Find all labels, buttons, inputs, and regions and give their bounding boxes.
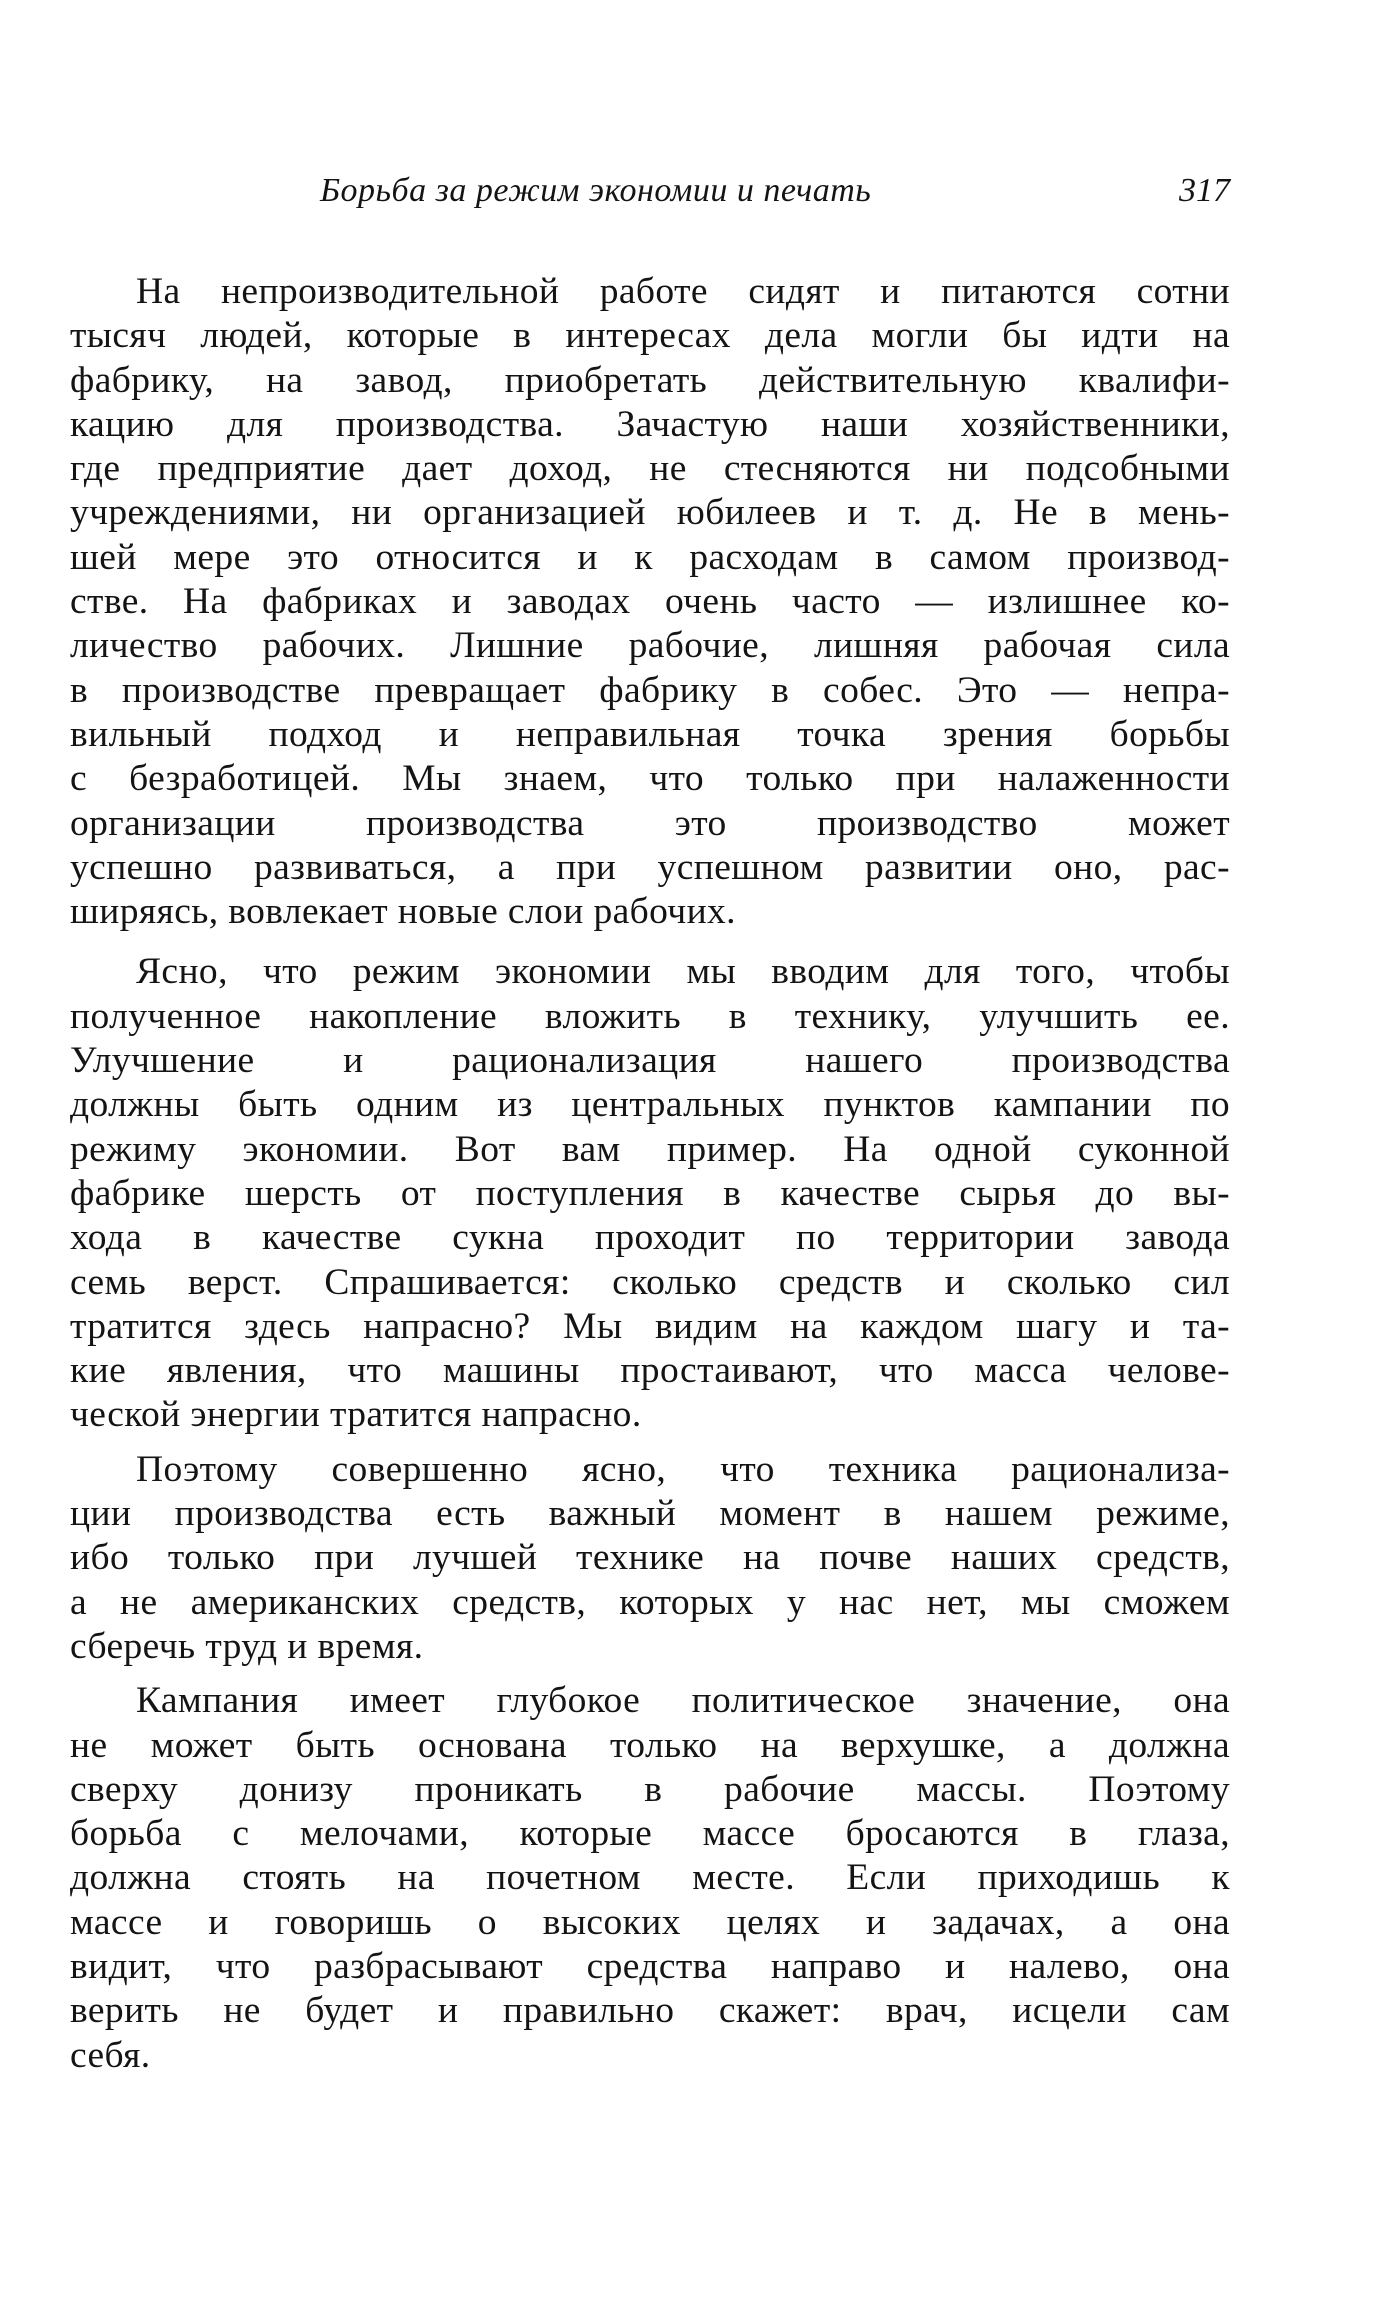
body-text [70,270,1230,2078]
text-line: Поэтому совершенно ясно, что техника рационализа- [136,1448,1230,1490]
text-line: а не американских средств, которых у нас нет, мы сможем [70,1581,1230,1623]
text-line: ширяясь, вовлекает новые слои рабочих. [70,891,736,933]
text-line: в производстве превращает фабрику в собес. Это — непра- [70,669,1230,711]
running-title: Борьба за режим экономии и печать [320,172,872,209]
paragraph [70,1679,1230,2078]
text-line: хода в качестве сукна проходит по территории завода [70,1217,1230,1259]
text-line: Кампания имеет глубокое политическое значение, она [136,1680,1230,1722]
text-line: должны быть одним из центральных пунктов кампании по [70,1084,1230,1126]
text-line: Ясно, что режим экономии мы вводим для того, чтобы [136,951,1230,993]
paragraph [70,950,1230,1437]
text-line: где предприятие дает доход, не стесняются ни подсобными [70,448,1230,490]
paragraph-gap [70,934,1230,950]
text-line: видит, что разбрасывают средства направо и налево, она [70,1945,1230,1987]
text-line: Улучшение и рационализация нашего производства [70,1040,1230,1082]
text-line: успешно развиваться, а при успешном развитии оно, рас- [70,846,1230,888]
running-head [70,172,1230,222]
text-line: стве. На фабриках и заводах очень часто — излишнее ко- [70,581,1230,623]
text-line: вильный подход и неправильная точка зрения борьбы [70,713,1230,755]
text-line: массе и говоришь о высоких целях и задачах, а она [70,1901,1230,1943]
text-line: не может быть основана только на верхушке, а должна [70,1724,1230,1766]
text-line: сберечь труд и время. [70,1625,424,1667]
paragraph-gap [70,1438,1230,1448]
text-line: фабрике шерсть от поступления в качестве сырья до вы- [70,1172,1230,1214]
text-line: себя. [70,2034,151,2076]
text-line: полученное накопление вложить в технику, улучшить ее. [70,995,1230,1037]
text-line: личество рабочих. Лишние рабочие, лишняя рабочая сила [70,625,1230,667]
text-line: режиму экономии. Вот вам пример. На одной суконной [70,1128,1230,1170]
text-line: ческой энергии тратится напрасно. [70,1394,642,1436]
paragraph [70,1448,1230,1669]
text-line: учреждениями, ни организацией юбилеев и т. д. Не в мень- [70,492,1230,534]
text-line: кие явления, что машины простаивают, что масса челове- [70,1350,1230,1392]
text-line: с безработицей. Мы знаем, что только при налаженности [70,758,1230,800]
text-line: верить не будет и правильно скажет: врач, исцели сам [70,1990,1230,2032]
text-line: борьба с мелочами, которые массе бросаются в глаза, [70,1813,1230,1855]
text-line: На непроизводительной работе сидят и питаются сотни [136,271,1230,312]
paragraph-gap [70,1669,1230,1679]
text-line: тратится здесь напрасно? Мы видим на каждом шагу и та- [70,1305,1230,1347]
text-line: ции производства есть важный момент в нашем режиме, [70,1493,1230,1535]
text-line: семь верст. Спрашивается: сколько средств и сколько сил [70,1261,1230,1303]
text-line: фабрику, на завод, приобретать действительную квалифи- [70,359,1230,401]
paragraph [70,270,1230,934]
text-line: тысяч людей, которые в интересах дела могли бы идти на [70,315,1230,357]
text-line: кацию для производства. Зачастую наши хозяйственники, [70,403,1230,445]
text-line: должна стоять на почетном месте. Если приходишь к [70,1857,1230,1899]
text-line: сверху донизу проникать в рабочие массы. Поэтому [70,1768,1230,1810]
text-line: шей мере это относится и к расходам в самом производ- [70,536,1230,578]
text-line: ибо только при лучшей технике на почве наших средств, [70,1537,1230,1579]
page-number: 317 [1179,172,1230,209]
text-line: организации производства это производство может [70,802,1230,844]
